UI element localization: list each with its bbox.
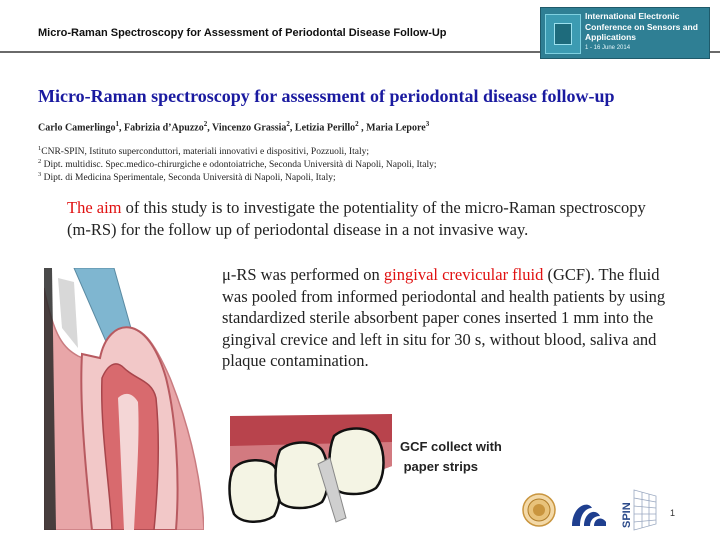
affiliation-num: 3 — [38, 171, 42, 178]
author-sup: 3 — [425, 120, 430, 128]
author-name: Vincenzo Grassia — [212, 122, 287, 134]
author-name: Maria Lepore — [366, 122, 426, 134]
caption-line-1: GCF collect with — [400, 439, 502, 454]
author-sep: , — [119, 122, 124, 134]
caption-line-2: paper strips — [400, 459, 479, 474]
author-name: Carlo Camerlingo — [38, 122, 116, 134]
page-number: 1 — [670, 508, 676, 518]
cnr-logo-icon — [568, 496, 610, 530]
affiliation-3 — [38, 171, 336, 183]
affiliation-text: Dipt. di Medicina Sperimentale, Seconda Università di Napoli, Napoli, Italy; — [41, 173, 336, 184]
affiliation-num: 1 — [38, 145, 42, 152]
paper-title: Micro-Raman spectroscopy for assessment of periodontal disease follow-up — [38, 86, 615, 106]
author-sep: , — [289, 122, 295, 134]
spin-logo-icon — [616, 486, 660, 532]
author-sup: 2 — [286, 120, 290, 128]
affiliation-text: CNR-SPIN, Istituto superconduttori, materiali innovativi e dispositivi, Pozzuoli, Italy; — [41, 147, 369, 158]
method-lead: μ-RS was performed on — [222, 265, 384, 284]
affiliation-2 — [38, 158, 437, 170]
conference-logo — [540, 7, 710, 59]
tooth-illustration — [44, 268, 204, 530]
university-seal-icon — [522, 493, 556, 527]
aim-text: of this study is to investigate the potentiality of the micro-Raman spectroscopy (m-RS) for the follow up of periodontal disease in a not invasive way. — [67, 198, 646, 239]
conference-name: International Electronic Conference on Sensors and Applications — [585, 11, 698, 42]
author-name: Fabrizia d’Apuzzo — [124, 122, 204, 134]
aim-highlight: The aim — [67, 198, 122, 217]
chip-icon — [545, 14, 581, 54]
author-sup: 2 — [355, 120, 359, 128]
figure-caption — [400, 437, 502, 477]
author-list — [38, 120, 429, 133]
gcf-strip-illustration — [226, 406, 396, 526]
affiliation-1 — [38, 145, 369, 157]
author-sup: 1 — [115, 120, 119, 128]
author-sep: , — [358, 122, 367, 134]
affiliation-text: Dipt. multidisc. Spec.medico-chirurgiche e odontoiatriche, Seconda Università di Napoli, Napoli, Italy; — [41, 160, 437, 171]
author-sep: , — [207, 122, 213, 134]
header-title: Micro-Raman Spectroscopy for Assessment of Periodontal Disease Follow-Up — [38, 27, 447, 39]
affiliation-num: 2 — [38, 158, 42, 165]
spin-logo-text: SPIN — [621, 502, 633, 528]
aim-paragraph — [67, 197, 667, 240]
author-sup: 2 — [203, 120, 208, 128]
method-paragraph — [222, 264, 688, 372]
author-name: Letizia Perillo — [294, 122, 356, 134]
method-highlight: gingival crevicular fluid — [383, 265, 544, 284]
method-text: (GCF). The fluid was pooled from informed periodontal and health patients by using standardized sterile absorbent paper cones inserted 1 mm into the gingival crevice and left in situ for 30 s, without blood, saliva and plaque contamination. — [222, 265, 666, 370]
conference-dates: 1 - 16 June 2014 — [585, 45, 631, 51]
